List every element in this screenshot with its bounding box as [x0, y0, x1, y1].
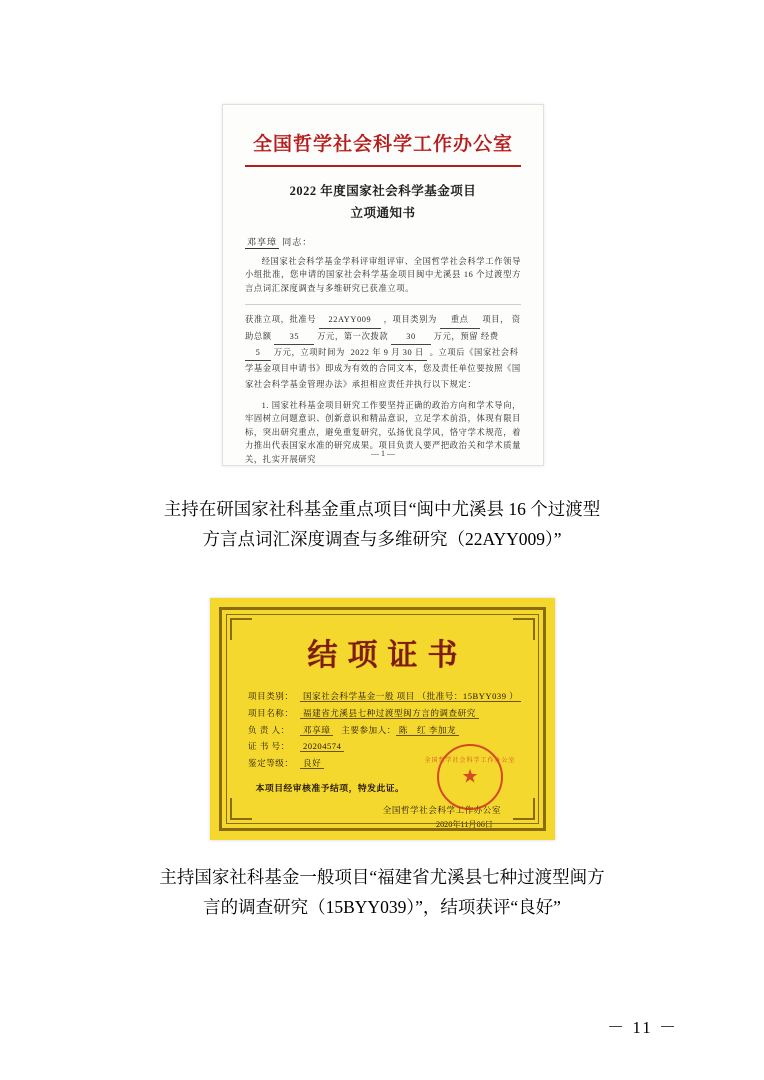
certificate-title: 结项证书	[307, 638, 468, 673]
doc1-category-label: ，项目类别为	[383, 315, 437, 325]
certificate-corner-bottom-right	[513, 798, 535, 820]
doc1-funding-unit: 万元，第一次拨款	[317, 331, 389, 341]
caption2-line1: 主持国家社科基金一般项目“福建省尤溪县七种过渡型闽方	[159, 867, 605, 887]
certificate-label-members: 主要参加人：	[341, 724, 396, 735]
notification-letter-image	[222, 104, 544, 466]
doc1-category-value: 重点	[440, 312, 480, 328]
caption1-line1: 主持在研国家社科基金重点项目“闽中尤溪县 16 个过渡型	[163, 499, 601, 519]
doc1-field-block	[245, 312, 521, 392]
caption1-line2: 方言点词汇深度调查与多维研究（22AYY009）”	[202, 529, 562, 550]
certificate-row-project-name	[248, 705, 517, 722]
doc1-field-tail: 。立项后《国家社会科学基金项目申请书》即成为有效的合同文本，您及责任单位要按照《国家社会科学基金管理办法》承担相应责任并执行以下规定：	[245, 348, 521, 389]
certificate-row-leader	[248, 722, 517, 739]
caption-project-general	[96, 862, 668, 922]
doc1-funding-total: 35	[274, 329, 314, 345]
doc1-reserve-unit: 万元，立项时间为	[273, 348, 345, 357]
doc1-subtitle-line2: 立项通知书	[350, 206, 416, 220]
page-number: － 11 －	[607, 1018, 678, 1037]
caption-project-key	[96, 494, 668, 554]
official-seal-icon	[424, 744, 516, 810]
doc1-paragraph-1: 经国家社会科学基金学科评审组评审、全国哲学社会科学工作领导小组批准，您申请的国家社会科学基金项目闽中尤溪县 16 个过渡型方言点词汇深度调查与多维研究已获准立项。	[245, 257, 521, 293]
completion-certificate-image	[210, 598, 555, 840]
certificate-corner-bottom-left	[230, 798, 252, 820]
doc1-funding-label: 资助总额	[245, 315, 521, 341]
certificate-corner-top-left	[230, 618, 252, 640]
certificate-issuer: 全国哲学社会科学工作办公室	[382, 804, 501, 815]
seal-label: 全国哲学社会科学工作办公室	[424, 758, 516, 764]
certificate-value-project-name: 福建省尤溪县七种过渡型闽方言的调查研究	[300, 708, 479, 719]
doc1-recipient-name: 邓享璋	[247, 237, 278, 247]
doc1-salutation-suffix: 同志：	[282, 237, 313, 247]
certificate-statement: 本项目经审核准予结项，特发此证。	[255, 782, 405, 793]
doc1-reserve-label: 经费	[480, 331, 499, 341]
certificate-label-grade: 鉴定等级：	[248, 758, 294, 768]
doc1-category-suffix: 项目，	[482, 315, 510, 325]
certificate-date: 2020年11月06日	[435, 819, 493, 829]
certificate-value-cert-no: 20204574	[300, 741, 344, 752]
doc1-reserve-value: 5	[245, 345, 271, 361]
doc1-first-payment-unit: 万元，预留	[433, 331, 479, 341]
certificate-label-project-name: 项目名称：	[248, 707, 294, 718]
doc1-end-date: 2022 年 9 月 30 日	[348, 345, 427, 361]
doc1-first-payment: 30	[391, 329, 431, 345]
certificate-value-members: 陈 红 李加龙	[396, 725, 459, 736]
doc1-page-footer: — 1 —	[371, 449, 395, 458]
certificate-value-leader: 邓享璋	[300, 725, 333, 736]
doc1-subtitle-line1: 2022 年度国家社会科学基金项目	[289, 184, 477, 198]
certificate-label-cert-no: 证 书 号：	[248, 741, 290, 752]
doc1-divider	[245, 304, 521, 305]
certificate-label-category: 项目类别：	[248, 691, 294, 701]
doc1-clause-1: 1. 国家社科基金项目研究工作要坚持正确的政治方向和学术导向，牢固树立问题意识、创新意识和精品意识，立足学术前沿，体现有限目标，突出研究重点，避免重复研究，弘扬优良学风，恪守学术规范，着力推出代表国家水准的研究成果。项目负责人要严把政治关和学术质量关，扎实开展研究	[245, 401, 521, 464]
doc1-approval-label: 获准立项，批准号	[245, 315, 317, 325]
certificate-frame	[219, 607, 546, 831]
doc1-salutation	[245, 235, 521, 248]
doc1-red-divider	[245, 165, 521, 167]
certificate-value-category: 国家社会科学基金一般 项目 （批准号：15BYY039 ）	[300, 691, 521, 702]
doc1-approval-no: 22AYY009	[319, 312, 381, 328]
certificate-row-category	[248, 688, 517, 705]
certificate-label-leader: 负 责 人：	[248, 724, 290, 735]
doc1-org-title: 全国哲学社会科学工作办公室	[252, 133, 513, 155]
certificate-value-grade: 良好	[300, 758, 324, 769]
certificate-corner-top-right	[513, 618, 535, 640]
caption2-line2: 言的调查研究（15BYY039）”，结项获评“良好”	[203, 897, 561, 918]
